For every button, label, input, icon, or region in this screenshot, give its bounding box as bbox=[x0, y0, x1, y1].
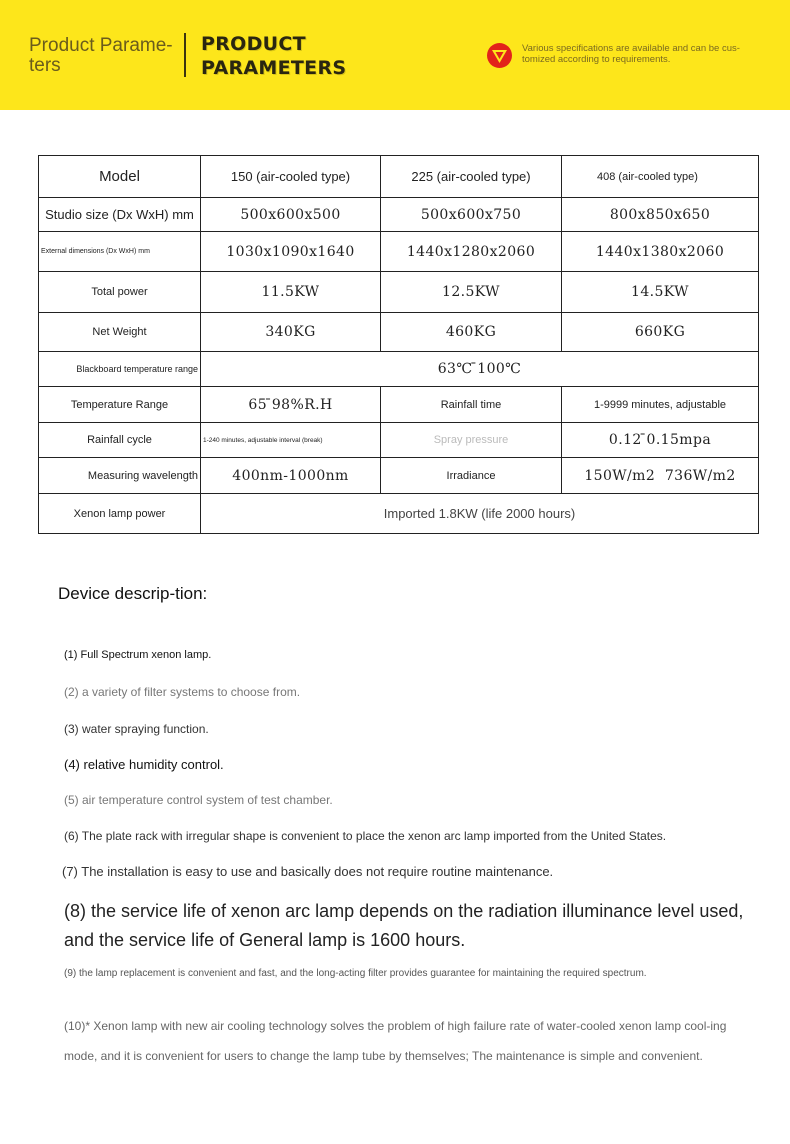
spray-pressure-value: 0.12 ̄0.15mpa bbox=[562, 423, 759, 458]
blackboard-value: 63℃ ̄100℃ bbox=[201, 352, 759, 387]
banner-title bbox=[201, 32, 346, 80]
table-row bbox=[39, 156, 759, 198]
net-weight-150: 340KG bbox=[201, 313, 381, 352]
table-row bbox=[39, 494, 759, 534]
banner-title-line1: PRODUCT bbox=[201, 33, 306, 55]
rainfall-time-value: 1-9999 minutes, adjustable bbox=[562, 387, 759, 423]
table-row bbox=[39, 387, 759, 423]
model-408: 408 (air-cooled type) bbox=[562, 156, 759, 198]
total-power-150: 11.5KW bbox=[201, 272, 381, 313]
rainfall-time-label: Rainfall time bbox=[381, 387, 562, 423]
external-dims-408: 1440x1380x2060 bbox=[562, 232, 759, 272]
description-item-3: (3) water spraying function. bbox=[64, 722, 209, 736]
total-power-225: 12.5KW bbox=[381, 272, 562, 313]
xenon-power-label: Xenon lamp power bbox=[39, 494, 201, 534]
temperature-value: 65 ̄98%R.H bbox=[201, 387, 381, 423]
wavelength-value: 400nm-1000nm bbox=[201, 458, 381, 494]
table-row bbox=[39, 232, 759, 272]
table-row bbox=[39, 352, 759, 387]
studio-size-408: 800x850x650 bbox=[562, 198, 759, 232]
external-dims-225: 1440x1280x2060 bbox=[381, 232, 562, 272]
rainfall-cycle-label: Rainfall cycle bbox=[39, 423, 201, 458]
net-weight-408: 660KG bbox=[562, 313, 759, 352]
wavelength-label: Measuring wavelength bbox=[39, 458, 201, 494]
total-power-label: Total power bbox=[39, 272, 201, 313]
banner-title-line2: PARAMETERS bbox=[201, 57, 347, 79]
blackboard-label: Blackboard temperature range bbox=[39, 352, 201, 387]
table-row bbox=[39, 458, 759, 494]
description-item-7: (7) The installation is easy to use and basically does not require routine maintenance. bbox=[62, 864, 554, 879]
banner-note: Various specifications are available and can be cus-tomized according to requirements. bbox=[522, 43, 740, 65]
xenon-power-value: Imported 1.8KW (life 2000 hours) bbox=[201, 494, 759, 534]
studio-size-150: 500x600x500 bbox=[201, 198, 381, 232]
description-item-2: (2) a variety of filter systems to choose from. bbox=[64, 685, 301, 699]
net-weight-225: 460KG bbox=[381, 313, 562, 352]
irradiance-label: Irradiance bbox=[381, 458, 562, 494]
table-row bbox=[39, 198, 759, 232]
studio-size-label: Studio size (Dx WxH) mm bbox=[39, 198, 201, 232]
description-item-5: (5) air temperature control system of test chamber. bbox=[64, 793, 333, 807]
table-row bbox=[39, 272, 759, 313]
description-item-10: (10)* Xenon lamp with new air cooling technology solves the problem of high failure rate of water-cooled xenon lamp cool-ing mode, and it is convenient for users to change the lamp tube by themselves; The maintenance is simple and convenient. bbox=[64, 1019, 727, 1063]
description-item-4: (4) relative humidity control. bbox=[64, 757, 224, 772]
studio-size-225: 500x600x750 bbox=[381, 198, 562, 232]
banner-subtitle: Product Parame-ters bbox=[29, 35, 173, 76]
description-item-8: (8) the service life of xenon arc lamp depends on the radiation illuminance level used, and the service life of General lamp is 1600 hours. bbox=[64, 901, 744, 950]
spec-table bbox=[38, 155, 759, 534]
rainfall-cycle-value: 1-240 minutes, adjustable interval (break) bbox=[201, 423, 381, 458]
banner-divider bbox=[184, 33, 186, 77]
net-weight-label: Net Weight bbox=[39, 313, 201, 352]
description-title: Device descrip-tion: bbox=[58, 584, 208, 603]
external-dims-150: 1030x1090x1640 bbox=[201, 232, 381, 272]
irradiance-value: 150W/m2 736W/m2 bbox=[562, 458, 759, 494]
model-150: 150 (air-cooled type) bbox=[201, 156, 381, 198]
red-triangle-badge-icon bbox=[486, 42, 513, 69]
total-power-408: 14.5KW bbox=[562, 272, 759, 313]
description-item-6: (6) The plate rack with irregular shape is convenient to place the xenon arc lamp imported from the United States. bbox=[64, 829, 667, 843]
temperature-label: Temperature Range bbox=[39, 387, 201, 423]
header-banner bbox=[0, 0, 790, 110]
model-225: 225 (air-cooled type) bbox=[381, 156, 562, 198]
model-label: Model bbox=[39, 156, 201, 198]
description-item-9: (9) the lamp replacement is convenient and fast, and the long-acting filter provides guarantee for maintaining the required spectrum. bbox=[64, 968, 647, 979]
external-dims-label: External dimensions (Dx WxH) mm bbox=[39, 232, 201, 272]
table-row bbox=[39, 423, 759, 458]
description-item-1: (1) Full Spectrum xenon lamp. bbox=[64, 649, 212, 661]
table-row bbox=[39, 313, 759, 352]
spray-pressure-label: Spray pressure bbox=[381, 423, 562, 458]
